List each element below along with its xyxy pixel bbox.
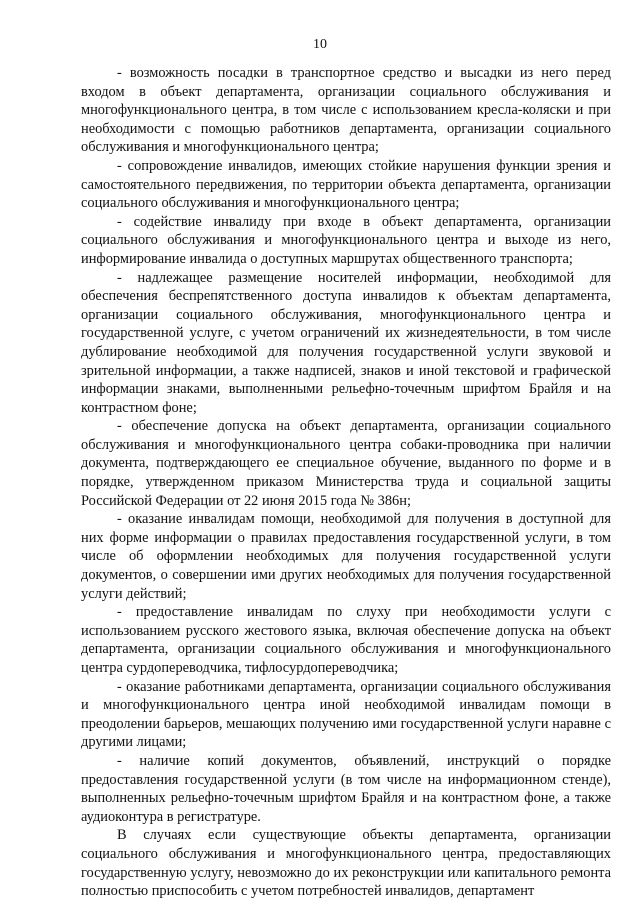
paragraph-staff-assistance: - оказание работниками департамента, организации социального обслуживания и многофункционального центра иной необходимой инвалидам помощи в преодолении барьеров, мешающих получению ими государственной услуги наравне с другими лицами; bbox=[81, 678, 611, 751]
paragraph-information-help: - оказание инвалидам помощи, необходимой для получения в доступной для них форме информации о правилах предоставления государственной услуги, в том числе об оформлении необходимых для получения государственной услуги документов, о совершении ими других необходимых для получения государственной услуги действий; bbox=[81, 511, 611, 602]
document-body bbox=[81, 64, 611, 901]
paragraph-information-placement: - надлежащее размещение носителей информации, необходимой для обеспечения беспрепятственного доступа инвалидов к объектам департамента, организации социального обслуживания, многофункционального центра и государственной услуге, с учетом ограничений их жизнедеятельности, в том числе дублирование необходимой для получения государственной услуги звуковой и зрительной информации, а также надписей, знаков и иной текстовой и графической информации знаками, выполненными рельефно-точечным шрифтом Брайля и на контрастном фоне; bbox=[81, 269, 611, 416]
paragraph-braille-documents: - наличие копий документов, объявлений, инструкций о порядке предоставления государственной услуги (в том числе на информационном стенде), выполненных рельефно-точечным шрифтом Брайля и на контрастном фоне, а также аудиоконтура в регистратуре. bbox=[81, 752, 611, 825]
page-number: 10 bbox=[313, 37, 327, 52]
paragraph-vehicle-boarding: - возможность посадки в транспортное средство и высадки из него перед входом в объект департамента, организации социального обслуживания и многофункционального центра, в том числе с использованием кресла-коляски и при необходимости с помощью работников департамента, организации социального обслуживания и многофункционального центра; bbox=[81, 65, 611, 156]
paragraph-sign-language: - предоставление инвалидам по слуху при необходимости услуги с использованием русского жестового языка, включая обеспечение допуска на объект департамента, организации социального обслуживания и многофункционального центра сурдопереводчика, тифлосурдопереводчика; bbox=[81, 604, 611, 676]
paragraph-escort: - сопровождение инвалидов, имеющих стойкие нарушения функции зрения и самостоятельного передвижения, по территории объекта департамента, организации социального обслуживания и многофункционального центра; bbox=[81, 157, 611, 212]
paragraph-guide-dog: - обеспечение допуска на объект департамента, организации социального обслуживания и многофункционального центра собаки-проводника при наличии документа, подтверждающего ее специальное обучение, выданного по форме и в порядке, утвержденном приказом Министерства труда и социальной защиты Российской Федерации от 22 июня 2015 года № 386н; bbox=[81, 418, 611, 509]
paragraph-existing-objects: В случаях если существующие объекты департамента, организации социального обслуживания и многофункционального центра, предоставляющих государственную услугу, невозможно до их реконструкции или капитального ремонта полностью приспособить с учетом потребностей инвалидов, департамент bbox=[81, 827, 611, 900]
paragraph-entry-assistance: - содействие инвалиду при входе в объект департамента, организации социального обслуживания и многофункционального центра и выходе из него, информирование инвалида о доступных маршрутах общественного транспорта; bbox=[81, 213, 611, 267]
